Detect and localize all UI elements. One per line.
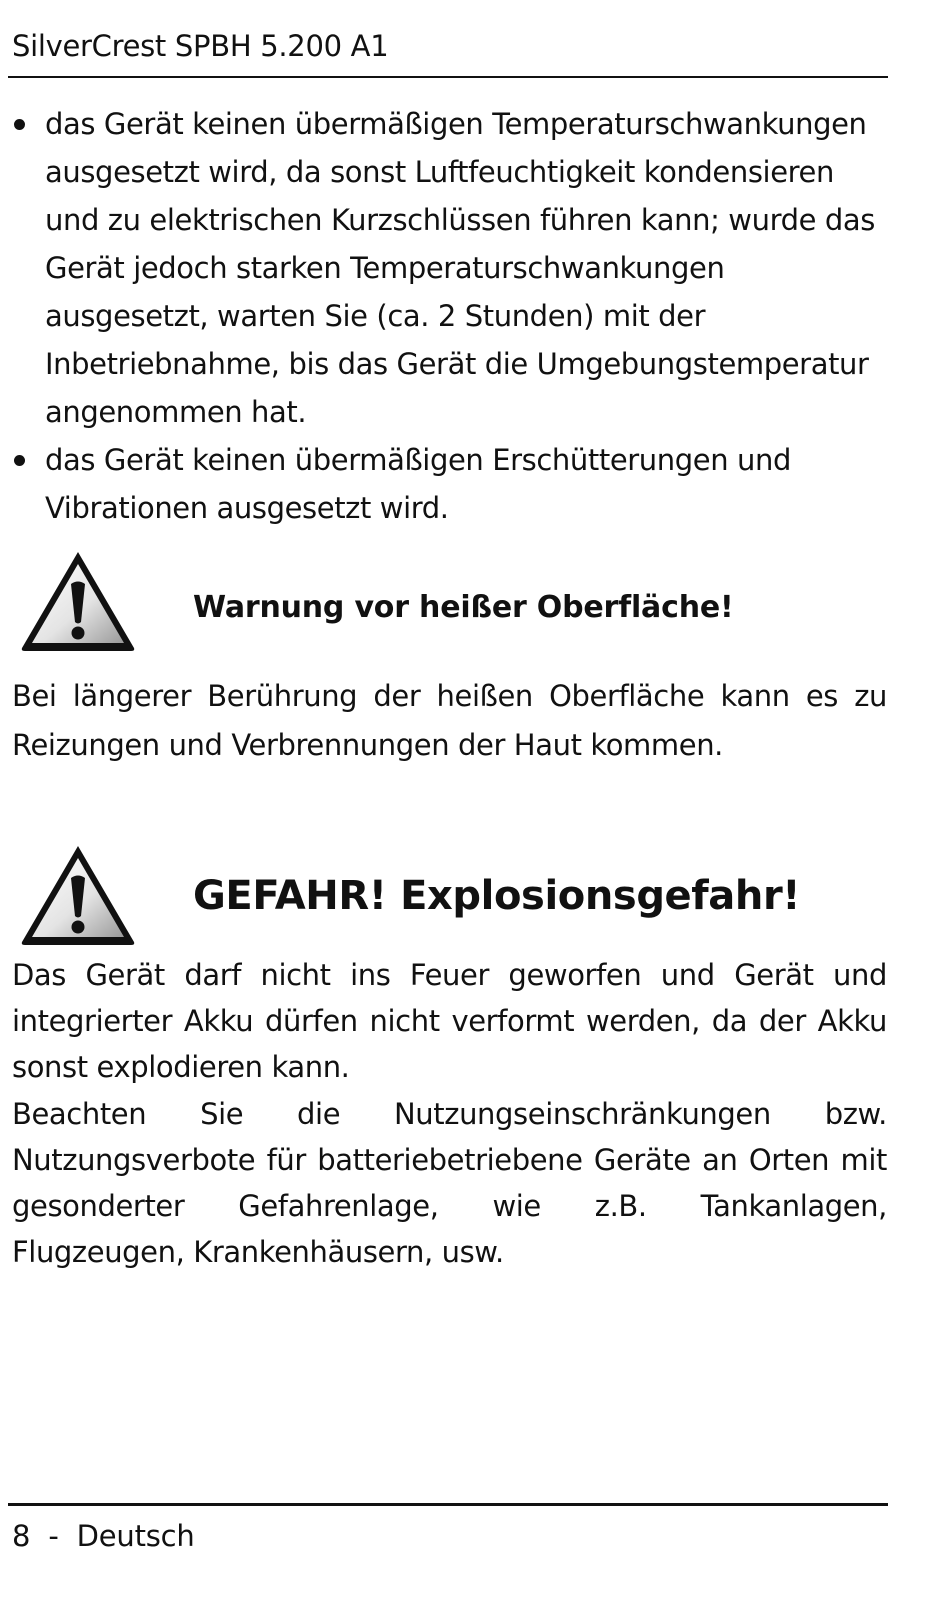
explosion-danger-heading: GEFAHR! Explosionsgefahr! xyxy=(193,873,801,919)
warning-triangle-icon xyxy=(18,548,138,654)
list-item-text: das Gerät keinen übermäßigen Erschütterungen und Vibrationen ausgesetzt wird. xyxy=(45,443,791,525)
footer-divider xyxy=(8,1503,888,1506)
footer-language: Deutsch xyxy=(76,1519,195,1553)
usage-restrictions-text: Beachten Sie die Nutzungseinschränkungen bzw. Nutzungsverbote für batteriebetriebene Geräte an Orten mit gesonderter Gefahrenlage, wie z.B. Tankanlagen, Flugzeugen, Krankenhäusern, usw. xyxy=(12,1097,887,1269)
list-item-text: das Gerät keinen übermäßigen Temperaturschwankungen ausgesetzt wird, da sonst Luftfeuchtigkeit kondensieren und zu elektrischen Kurzschlüssen führen kann; wurde das Gerät jedoch starken Temperaturschwankungen ausgesetzt, warten Sie (ca. 2 Stunden) mit der Inbetriebnahme, bis das Gerät die Umgebungstemperatur angenommen hat. xyxy=(45,107,875,429)
bullet-dot-icon xyxy=(14,455,25,466)
header-divider xyxy=(8,76,888,78)
bullet-dot-icon xyxy=(14,119,25,130)
page-header-title: SilverCrest SPBH 5.200 A1 xyxy=(12,29,389,63)
footer-separator: - xyxy=(48,1519,59,1553)
page-footer xyxy=(12,1516,195,1556)
hot-surface-warning-text: Bei längerer Berührung der heißen Oberfläche kann es zu Reizungen und Verbrennungen der Haut kommen. xyxy=(12,679,887,762)
list-item xyxy=(12,436,890,532)
list-item xyxy=(12,100,890,436)
explosion-danger-text: Das Gerät darf nicht ins Feuer geworfen und Gerät und integrierter Akku dürfen nicht verformt werden, da der Akku sonst explodieren kann. xyxy=(12,958,887,1084)
bullet-list xyxy=(12,100,890,532)
warning-triangle-icon xyxy=(18,842,138,948)
hot-surface-warning-heading: Warnung vor heißer Oberfläche! xyxy=(193,590,734,625)
page-number: 8 xyxy=(12,1519,31,1553)
